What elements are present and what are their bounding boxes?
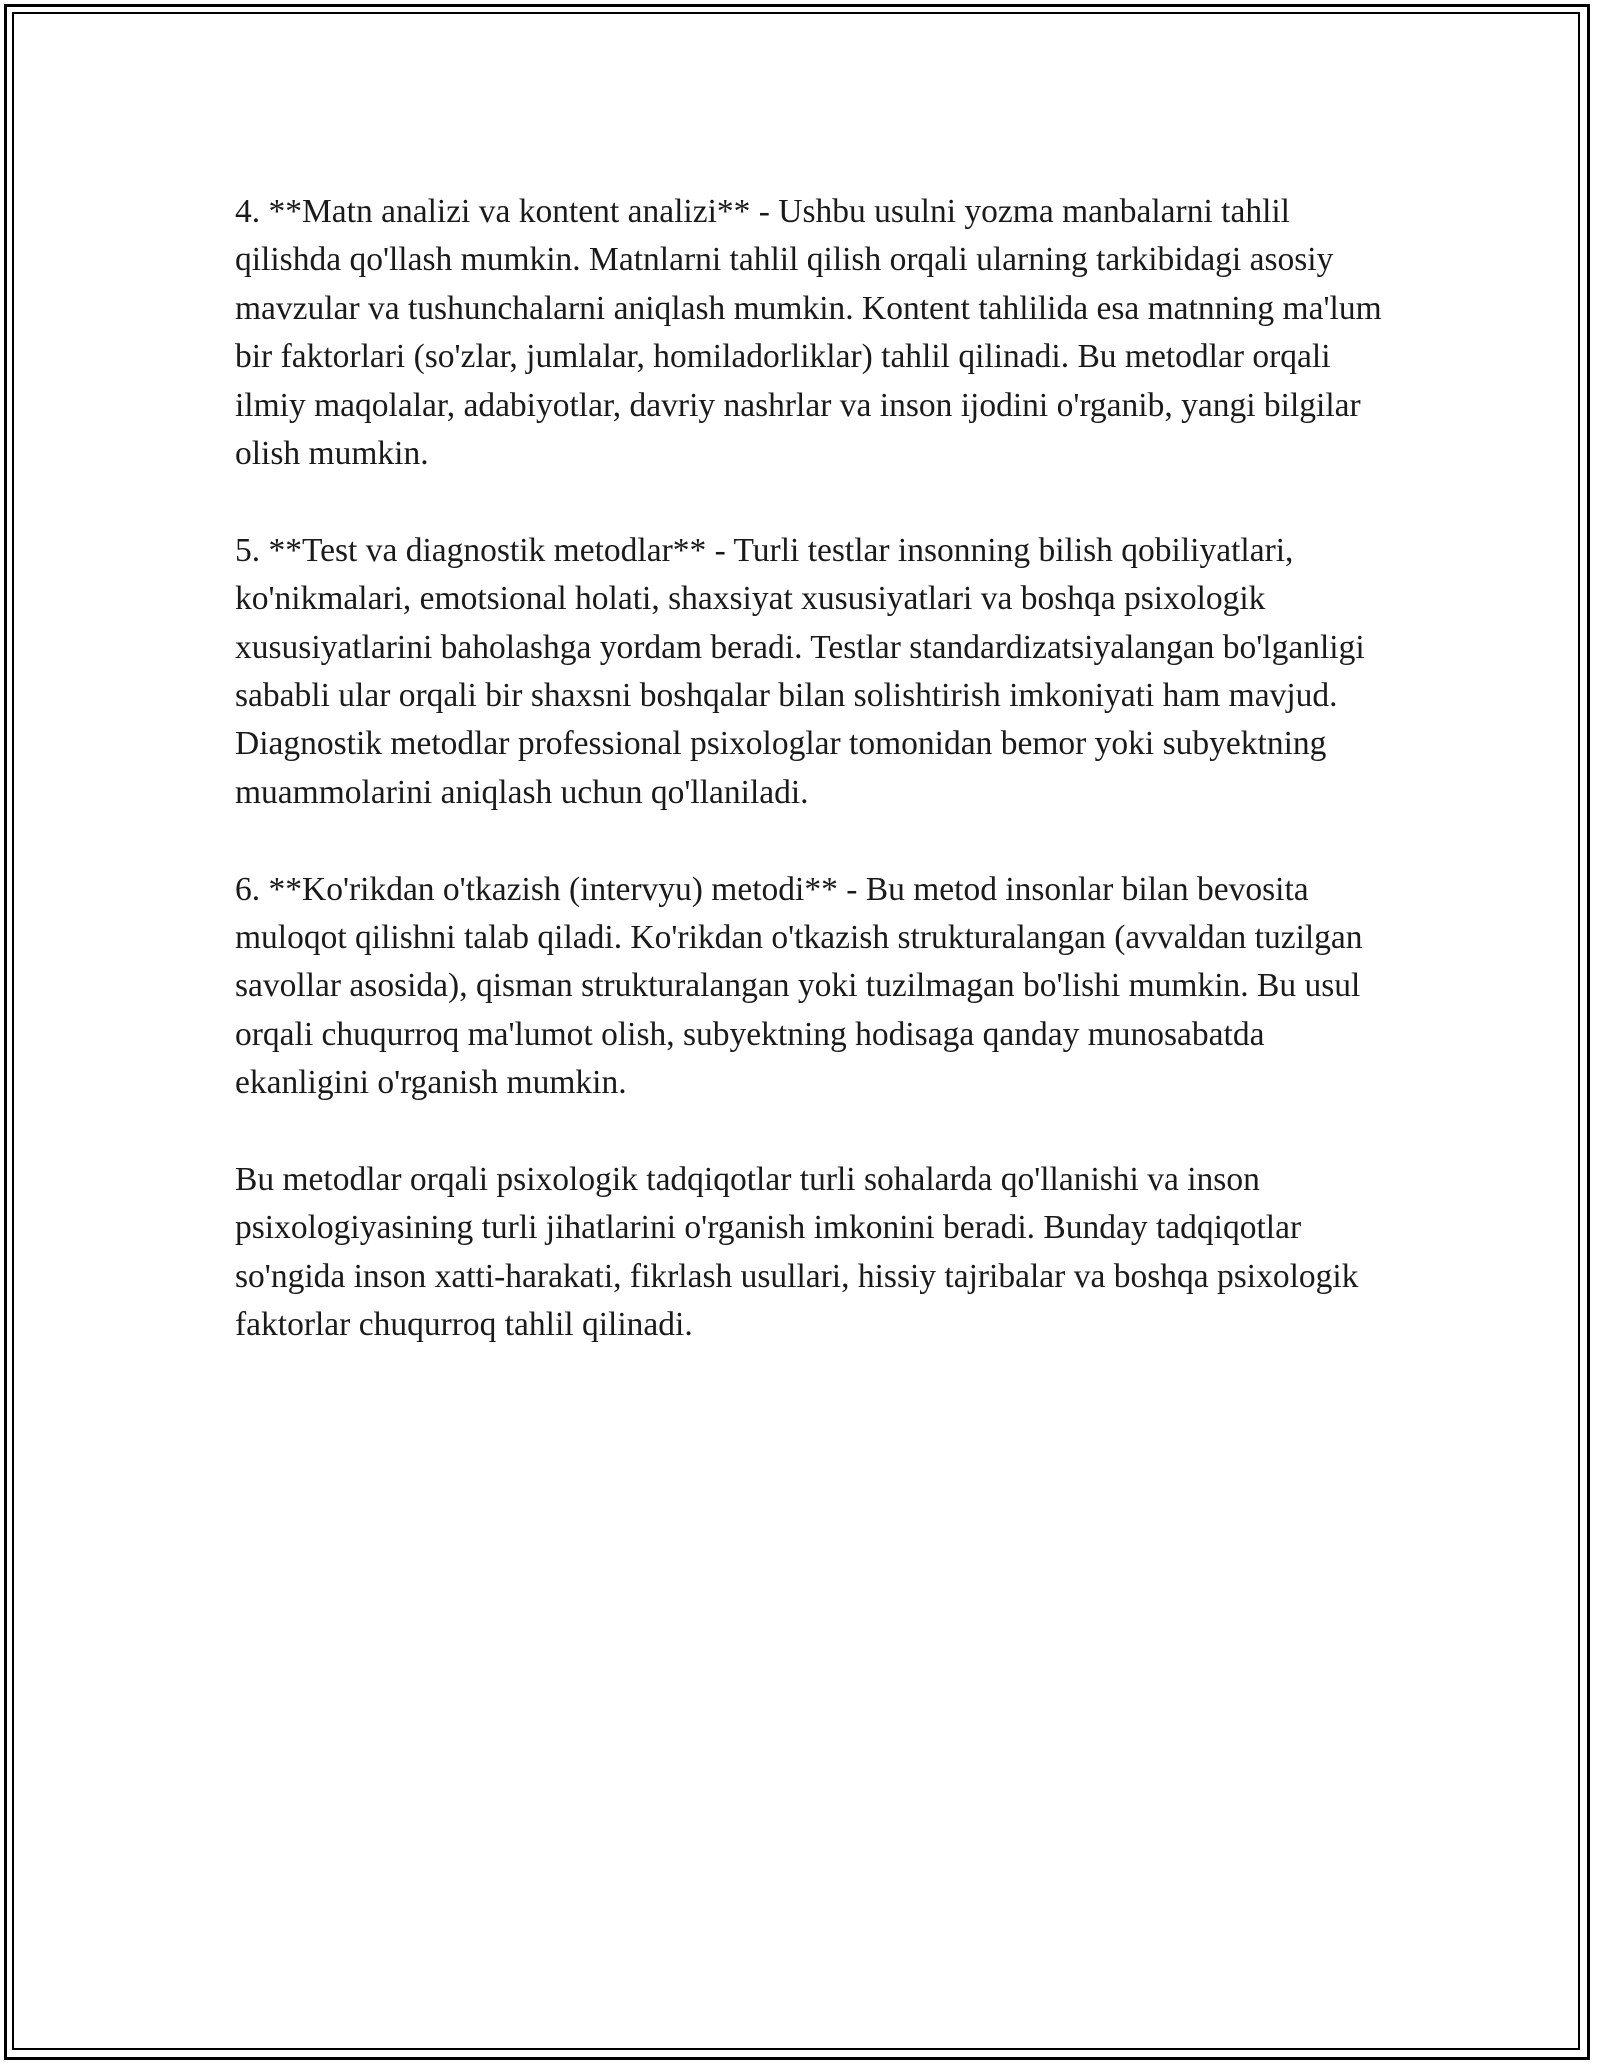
paragraph-text-analysis: 4. **Matn analizi va kontent analizi** - Ushbu usulni yozma manbalarni tahlil qilishda qo'llash mumkin. Matnlarni tahlil qilish orqali ularning tarkibidagi asosiy mavzular va tushunchalarni aniqlash mumkin. Kontent tahlilida esa matnning ma'lum bir faktorlari (so'zlar, jumlalar, homiladorliklar) tahlil qilinadi. Bu metodlar orqali ilmiy maqolalar, adabiyotlar, davriy nashrlar va inson ijodini o'rganib, yangi bilgilar olish mumkin. <box>235 193 1382 473</box>
document-body <box>235 188 1385 1398</box>
paragraph-test-methods: 5. **Test va diagnostik metodlar** - Turli testlar insonning bilish qobiliyatlari, ko'nikmalari, emotsional holati, shaxsiyat xususiyatlari va boshqa psixologik xususiyatlarini baholashga yordam beradi. Testlar standardizatsiyalangan bo'lganligi sababli ular orqali bir shaxsni boshqalar bilan solishtirish imkoniyati ham mavjud. Diagnostik metodlar professional psixologlar tomonidan bemor yoki subyektning muammolarini aniqlash uchun qo'llaniladi. <box>235 531 1365 811</box>
paragraph-interview-method: 6. **Ko'rikdan o'tkazish (intervyu) metodi** - Bu metod insonlar bilan bevosita muloqot qilishni talab qiladi. Ko'rikdan o'tkazish strukturalangan (avvaldan tuzilgan savollar asosida), qisman strukturalangan yoki tuzilmagan bo'lishi mumkin. Bu usul orqali chuqurroq ma'lumot olish, subyektning hodisaga qanday munosabatda ekanligini o'rganish mumkin. <box>235 870 1363 1102</box>
paragraph-conclusion: Bu metodlar orqali psixologik tadqiqotlar turli sohalarda qo'llanishi va inson psixologiyasining turli jihatlarini o'rganish imkonini beradi. Bunday tadqiqotlar so'ngida inson xatti-harakati, fikrlash usullari, hissiy tajribalar va boshqa psixologik faktorlar chuqurroq tahlil qilinadi. <box>235 1161 1359 1344</box>
